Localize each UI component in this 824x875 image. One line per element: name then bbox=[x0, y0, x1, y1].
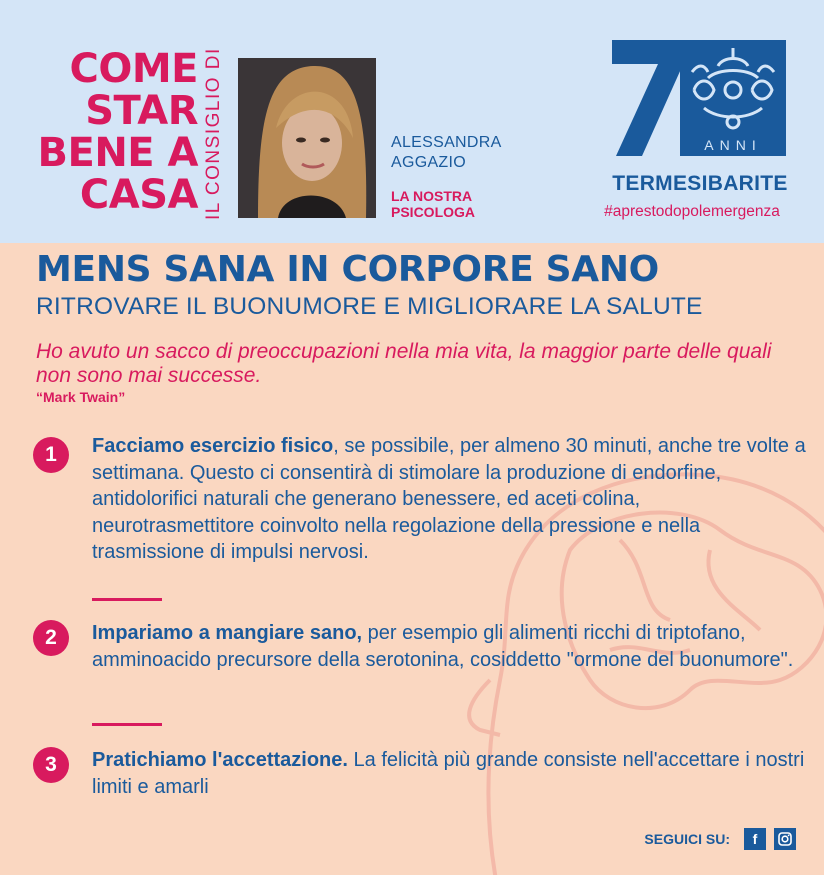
brand-title-line: STAR bbox=[85, 88, 198, 134]
anniversary-logo bbox=[608, 38, 788, 158]
divider bbox=[92, 598, 162, 601]
brand-title-line: CASA bbox=[79, 172, 198, 218]
item-body: per esempio gli alimenti ricchi di triptofano, amminoacido precursore della serotonina, cosiddetto "ormone del buonumore". bbox=[92, 622, 794, 671]
hashtag: #aprestodopolemergenza bbox=[604, 203, 780, 220]
author-first-name: ALESSANDRA bbox=[391, 134, 502, 151]
author-role bbox=[391, 188, 475, 220]
item-bold-lead: Pratichiamo l'accettazione. bbox=[92, 749, 348, 771]
quote-text: Ho avuto un sacco di preoccupazioni nella mia vita, la maggior parte delle quali non sono mai successe. bbox=[36, 340, 772, 387]
item-body: La felicità più grande consiste nell'accettare i nostri limiti e amarli bbox=[92, 749, 805, 798]
follow-label: SEGUICI SU: bbox=[644, 831, 730, 847]
brand-name: TERMESIBARITE bbox=[612, 172, 788, 195]
item-text bbox=[92, 747, 807, 800]
author-photo bbox=[238, 58, 376, 218]
item-text bbox=[92, 620, 807, 673]
item-body: , se possibile, per almeno 30 minuti, anche tre volte a settimana. Questo ci consentirà di stimolare la produzione di endorfine, antidolorifici naturali che generano benessere, ed aceti colina, neurotrasmettitore coinvolto nella regolazione della pressione e nella trasmissione di impulsi nervosi. bbox=[92, 435, 806, 563]
item-text bbox=[92, 433, 807, 566]
item-number-badge: 2 bbox=[33, 620, 69, 656]
anni-label: ANNI bbox=[704, 137, 762, 153]
author-portrait-illustration bbox=[238, 58, 376, 218]
subheadline: RITROVARE IL BUONUMORE E MIGLIORARE LA SALUTE bbox=[36, 293, 703, 320]
divider bbox=[92, 723, 162, 726]
item-bold-lead: Facciamo esercizio fisico bbox=[92, 435, 334, 457]
item-number-badge: 3 bbox=[33, 747, 69, 783]
side-label: IL CONSIGLIO DI bbox=[203, 47, 224, 220]
instagram-icon[interactable] bbox=[774, 828, 796, 850]
brand-title bbox=[28, 48, 198, 216]
author-last-name: AGGAZIO bbox=[391, 154, 466, 171]
headline: MENS SANA IN CORPORE SANO bbox=[36, 249, 659, 290]
author-role-line: PSICOLOGA bbox=[391, 204, 476, 220]
facebook-icon[interactable]: f bbox=[744, 828, 766, 850]
item-number-badge: 1 bbox=[33, 437, 69, 473]
author-role-line: LA NOSTRA bbox=[391, 188, 473, 204]
brand-title-line: COME bbox=[69, 46, 198, 92]
social-links bbox=[644, 827, 796, 851]
item-bold-lead: Impariamo a mangiare sano, bbox=[92, 622, 363, 644]
author-name bbox=[391, 133, 502, 173]
quote-author: “Mark Twain” bbox=[36, 389, 126, 405]
brand-title-line: BENE A bbox=[37, 130, 198, 176]
